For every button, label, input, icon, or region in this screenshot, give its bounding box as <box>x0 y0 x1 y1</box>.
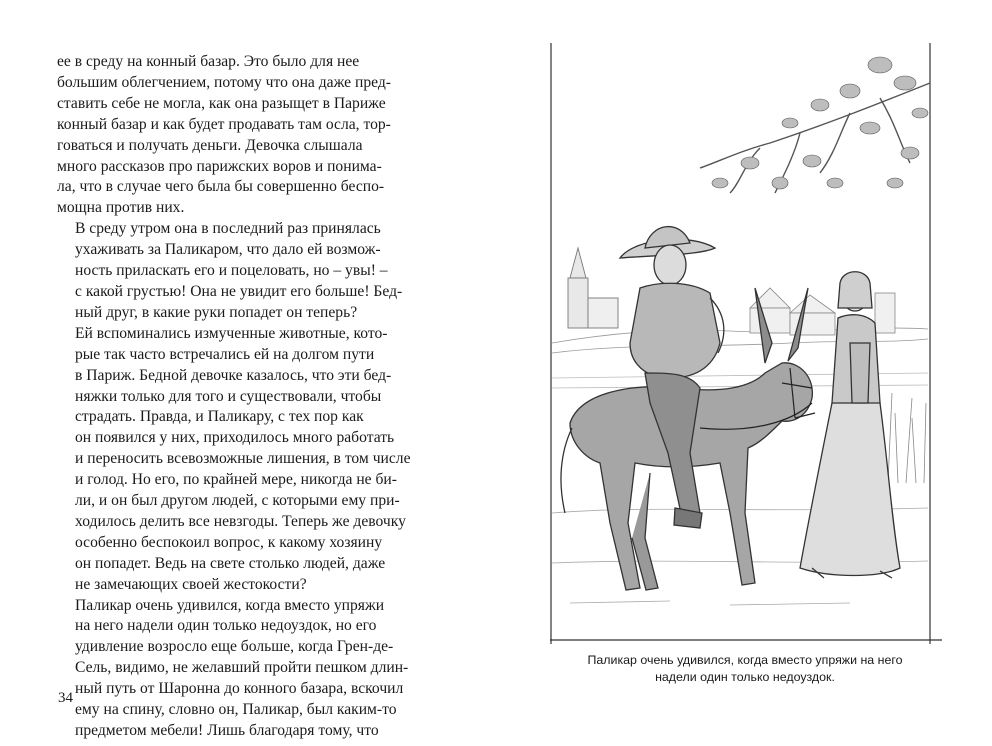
text-line: Ей вспоминались измученные животные, кото- <box>75 324 388 342</box>
paragraph-3 <box>57 324 441 596</box>
text-line: ставить себе не могла, как она разыщет в Париже <box>57 94 386 112</box>
text-line: няжки только для того и существовали, чтобы <box>75 387 382 405</box>
text-line: мощна против них. <box>57 199 185 217</box>
text-line: не замечающих своей жестокости? <box>75 575 307 593</box>
text-line: Сель, видимо, не желавший пройти пешком длин- <box>75 659 409 677</box>
text-line: ему на спину, словно он, Паликар, был каким-то <box>75 701 397 719</box>
left-page-text <box>57 52 441 742</box>
text-line: он появился у них, приходилось много работать <box>75 429 395 447</box>
text-line: говаться и получать деньги. Девочка слышала <box>57 136 363 154</box>
text-line: особенно беспокоил вопрос, к какому хозяину <box>75 533 383 551</box>
caption-line-2: надели один только недоуздок. <box>655 670 835 684</box>
text-line: ходилось делить все невзгоды. Теперь же девочку <box>75 512 406 530</box>
page-number: 34 <box>58 690 73 706</box>
text-line: конный базар и как будет продавать там осла, тор- <box>57 115 391 133</box>
caption-line-1: Паликар очень удивился, когда вместо упряжи на него <box>587 653 903 667</box>
text-line: и голод. Но его, по крайней мере, никогда не би- <box>75 471 397 489</box>
text-line: ли, и он был другом людей, с которыми ему при- <box>75 492 400 510</box>
text-line: удивление возросло еще больше, когда Грен-де- <box>75 638 394 656</box>
text-line: в Париж. Бедной девочке казалось, что эти бед- <box>75 366 392 384</box>
paragraph-2 <box>57 219 441 324</box>
text-line: ный друг, в какие руки попадет он теперь? <box>75 303 358 321</box>
text-line: он попадет. Ведь на свете столько людей, даже <box>75 554 386 572</box>
text-line: рые так часто встречались ей на долгом пути <box>75 345 375 363</box>
text-line: и переносить всевозможные лишения, в том числе <box>75 450 411 468</box>
paragraph-4 <box>57 596 441 742</box>
text-line: ла, что в случае чего была бы совершенно беспо- <box>57 178 385 196</box>
paragraph-1 <box>57 52 441 219</box>
text-line: ный путь от Шаронна до конного базара, вскочил <box>75 680 404 698</box>
pencil-sketch-illustration <box>550 43 942 644</box>
text-line: ухаживать за Паликаром, что дало ей возмож- <box>75 241 381 259</box>
text-line: Паликар очень удивился, когда вместо упряжи <box>75 596 385 614</box>
text-line: страдать. Правда, и Паликару, с тех пор как <box>75 408 364 426</box>
text-line: с какой грустью! Она не увидит его больше! Бед- <box>75 282 403 300</box>
text-line: предметом мебели! Лишь благодаря тому, что <box>75 722 379 739</box>
illustration-frame <box>550 43 942 644</box>
text-line: на него надели один только недоуздок, но его <box>75 617 377 635</box>
illustration-caption <box>540 652 950 686</box>
text-line: большим облегчением, потому что она даже пред- <box>57 73 391 91</box>
text-line: ность приласкать его и поцеловать, но – увы! – <box>75 262 388 280</box>
text-line: ее в среду на конный базар. Это было для нее <box>57 53 360 70</box>
text-line: много рассказов про парижских воров и понима- <box>57 157 382 175</box>
text-line: В среду утром она в последний раз принялась <box>75 220 381 238</box>
